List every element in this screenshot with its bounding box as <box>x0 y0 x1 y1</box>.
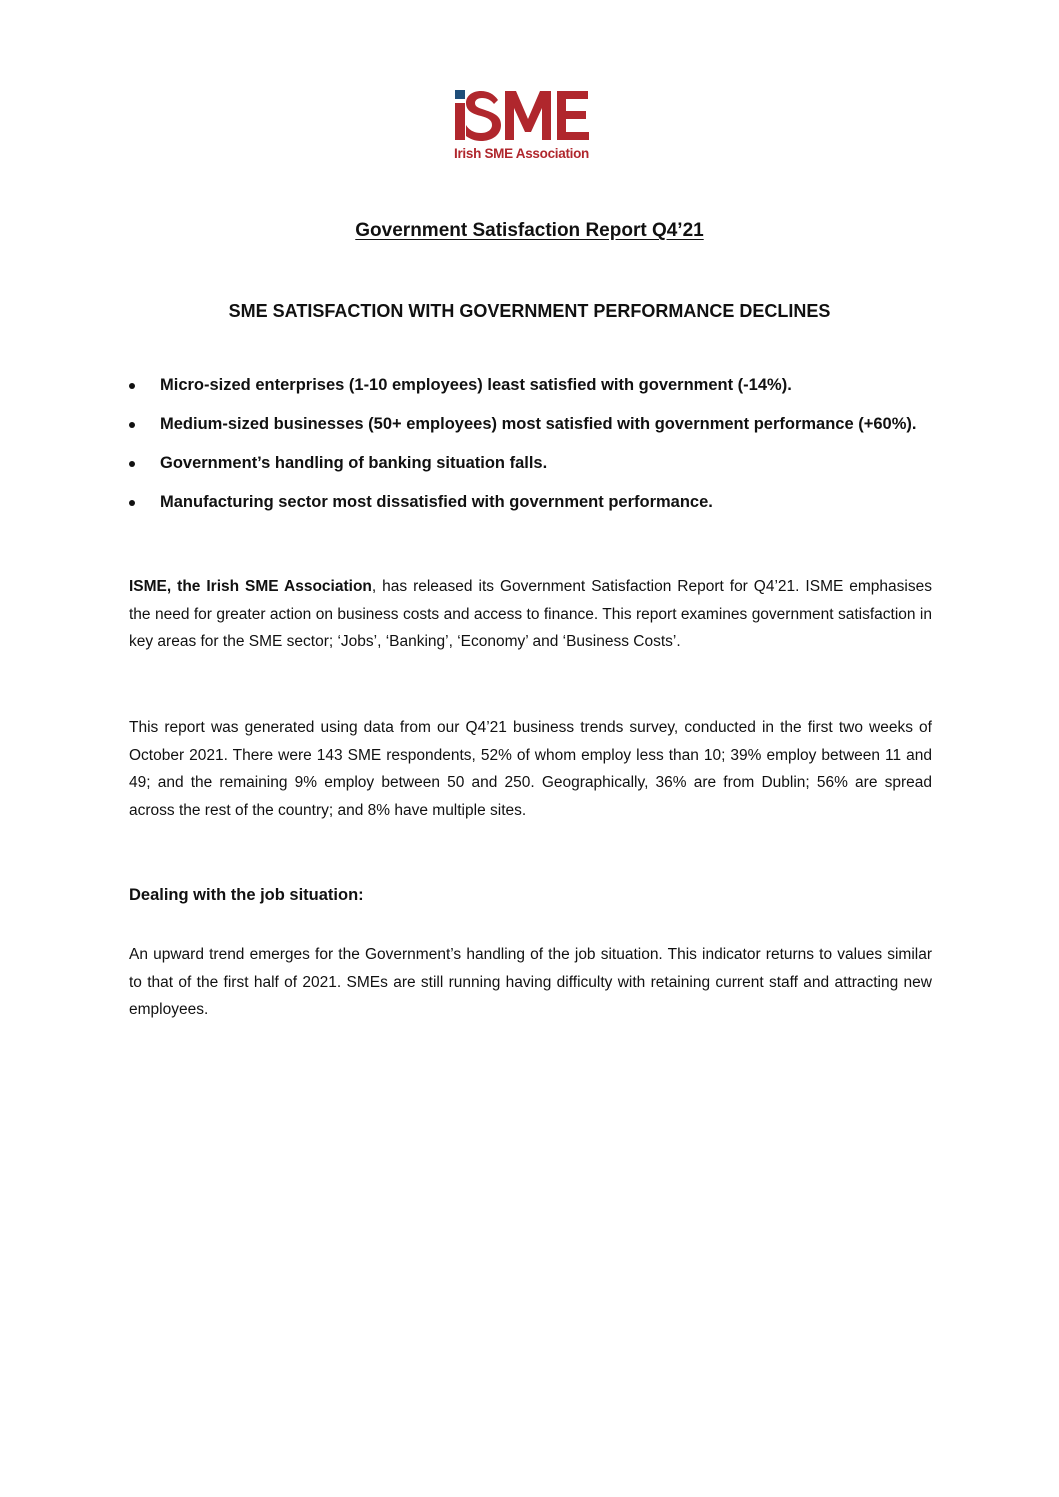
methodology-paragraph: This report was generated using data from our Q4’21 business trends survey, conducted in the first two weeks of October 2021. There were 143 SME respondents, 52% of whom employ less than 10; 39% employ between 11 and 49; and the remaining 9% employ between 50 and 250. Geographically, 36% are from Dublin; 56% are spread across the rest of the country; and 8% have multiple sites. <box>129 719 932 819</box>
list-item <box>127 450 947 477</box>
bullet-icon <box>129 461 135 467</box>
intro-paragraph <box>129 573 932 656</box>
bullet-icon <box>129 500 135 506</box>
intro-lead-bold: ISME, the Irish SME Association <box>129 578 372 595</box>
logo-tagline: Irish SME Association <box>454 146 589 161</box>
list-item-text: Government’s handling of banking situation falls. <box>160 454 548 472</box>
list-item-text: Medium-sized businesses (50+ employees) most satisfied with government performance (+60%). <box>160 415 917 433</box>
list-item-text: Micro-sized enterprises (1-10 employees) least satisfied with government (-14%). <box>160 376 792 394</box>
document-subtitle: SME SATISFACTION WITH GOVERNMENT PERFORMANCE DECLINES <box>228 301 831 321</box>
bullet-icon <box>129 422 135 428</box>
isme-logo <box>454 86 610 166</box>
list-item-text: Manufacturing sector most dissatisfied with government performance. <box>160 493 713 511</box>
key-findings-list <box>127 372 947 528</box>
intro-text: , has released its Government Satisfaction Report for Q4’21. ISME emphasises the need for greater action on business costs and access to finance. This report examines government satisfaction in key areas for the SME sector; ‘Jobs’, ‘Banking’, ‘Economy’ and ‘Business Costs’. <box>129 578 932 650</box>
job-situation-paragraph: An upward trend emerges for the Government’s handling of the job situation. This indicator returns to values similar to that of the first half of 2021. SMEs are still running having difficulty with retaining current staff and attracting new employees. <box>129 946 932 1018</box>
isme-logo-mark <box>454 86 610 148</box>
bullet-icon <box>129 383 135 389</box>
list-item <box>127 411 947 438</box>
document-title: Government Satisfaction Report Q4’21 <box>355 220 704 241</box>
list-item <box>127 372 947 399</box>
section-heading: Dealing with the job situation: <box>129 886 364 904</box>
list-item <box>127 489 947 516</box>
